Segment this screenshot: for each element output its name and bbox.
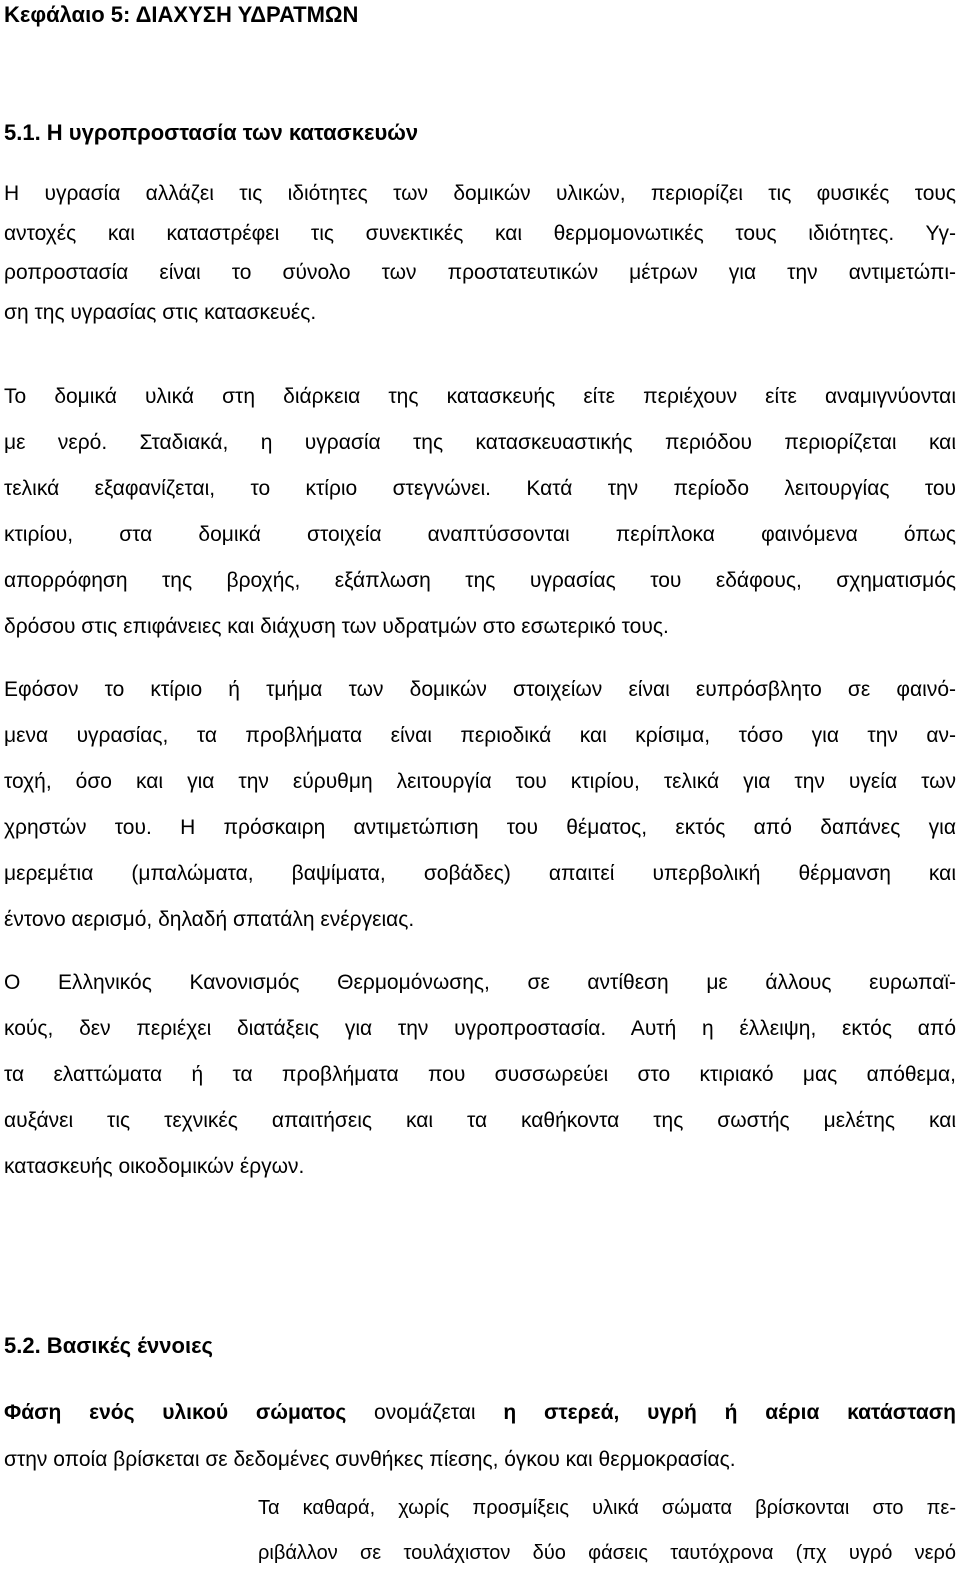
section-heading-5-1: 5.1. Η υγροπροστασία των κατασκευών bbox=[4, 120, 419, 145]
paragraph-note-indented bbox=[258, 1486, 956, 1576]
text-line: στην οποία βρίσκεται σε δεδομένες συνθήκες πίεσης, όγκου και θερμοκρασίας. bbox=[4, 1448, 736, 1471]
text-line: αντοχές και καταστρέφει τις συνεκτικές και θερμομονωτικές τους ιδιότητες. Υγ- bbox=[4, 221, 956, 245]
text-line: απορρόφηση της βροχής, εξάπλωση της υγρασίας του εδάφους, σχηματισμός bbox=[4, 569, 956, 592]
text-line: τελικά εξαφανίζεται, το κτίριο στεγνώνει. Κατά την περίοδο λειτουργίας του bbox=[4, 477, 956, 500]
section-heading-5-2: 5.2. Βασικές έννοιες bbox=[4, 1333, 213, 1358]
text-line: Τα καθαρά, χωρίς προσμίξεις υλικά σώματα βρίσκονται στο πε- bbox=[258, 1497, 956, 1519]
text-line: κατασκευής οικοδομικών έργων. bbox=[4, 1155, 305, 1178]
defined-term: Φάση ενός υλικού σώματος bbox=[4, 1401, 347, 1424]
text-line: Ο Ελληνικός Κανονισμός Θερμομόνωσης, σε αντίθεση με άλλους ευρωπαϊ- bbox=[4, 971, 956, 994]
text-line: μερεμέτια (μπαλώματα, βαψίματα, σοβάδες) απαιτεί υπερβολική θέρμανση και bbox=[4, 862, 956, 885]
paragraph-construction-moisture bbox=[4, 374, 956, 650]
text-line: Εφόσον το κτίριο ή τμήμα των δομικών στοιχείων είναι ευπρόσβλητο σε φαινό- bbox=[4, 678, 956, 701]
text-line: Η υγρασία αλλάζει τις ιδιότητες των δομικών υλικών, περιορίζει τις φυσικές τους bbox=[4, 182, 956, 205]
definition-line bbox=[4, 1389, 956, 1436]
paragraph-phase-definition bbox=[4, 1389, 956, 1483]
paragraph-greek-regulation bbox=[4, 960, 956, 1190]
chapter-title: Κεφάλαιο 5: ΔΙΑΧΥΣΗ ΥΔΡΑΤΜΩΝ bbox=[4, 2, 359, 27]
text-line: κτιρίου, στα δομικά στοιχεία αναπτύσσονται περίπλοκα φαινόμενα όπως bbox=[4, 523, 956, 546]
definition-connector: ονομάζεται bbox=[346, 1401, 504, 1424]
text-line: μενα υγρασίας, τα προβλήματα είναι περιοδικά και κρίσιμα, τόσο για την αν- bbox=[4, 724, 956, 747]
text-line: ση της υγρασίας στις κατασκευές. bbox=[4, 300, 317, 324]
text-line: έντονο αερισμό, δηλαδή σπατάλη ενέργειας. bbox=[4, 908, 415, 931]
text-line: δρόσου στις επιφάνειες και διάχυση των υδρατμών στο εσωτερικό τους. bbox=[4, 615, 669, 638]
defined-states: η στερεά, υγρή ή αέρια κατάσταση bbox=[503, 1401, 956, 1424]
text-line: με νερό. Σταδιακά, η υγρασία της κατασκευαστικής περιόδου περιορίζεται και bbox=[4, 431, 956, 454]
text-line: τοχή, όσο και για την εύρυθμη λειτουργία του κτιρίου, τελικά για την υγεία των bbox=[4, 770, 956, 793]
paragraph-moisture-effects bbox=[4, 174, 956, 332]
paragraph-moisture-problems bbox=[4, 667, 956, 943]
text-line: αυξάνει τις τεχνικές απαιτήσεις και τα καθήκοντα της σωστής μελέτης και bbox=[4, 1109, 956, 1132]
text-line: ριβάλλον σε τουλάχιστον δύο φάσεις ταυτόχρονα (πχ υγρό νερό bbox=[258, 1542, 956, 1564]
text-line: τα ελαττώματα ή τα προβλήματα που συσσωρεύει στο κτιριακό μας απόθεμα, bbox=[4, 1063, 956, 1086]
text-line: κούς, δεν περιέχει διατάξεις για την υγροπροστασία. Αυτή η έλλειψη, εκτός από bbox=[4, 1017, 956, 1040]
text-line: ροπροστασία είναι το σύνολο των προστατευτικών μέτρων για την αντιμετώπι- bbox=[4, 261, 956, 284]
text-line: Το δομικά υλικά στη διάρκεια της κατασκευής είτε περιέχουν είτε αναμιγνύονται bbox=[4, 385, 956, 408]
text-line: χρηστών του. Η πρόσκαιρη αντιμετώπιση του θέματος, εκτός από δαπάνες για bbox=[4, 816, 956, 839]
